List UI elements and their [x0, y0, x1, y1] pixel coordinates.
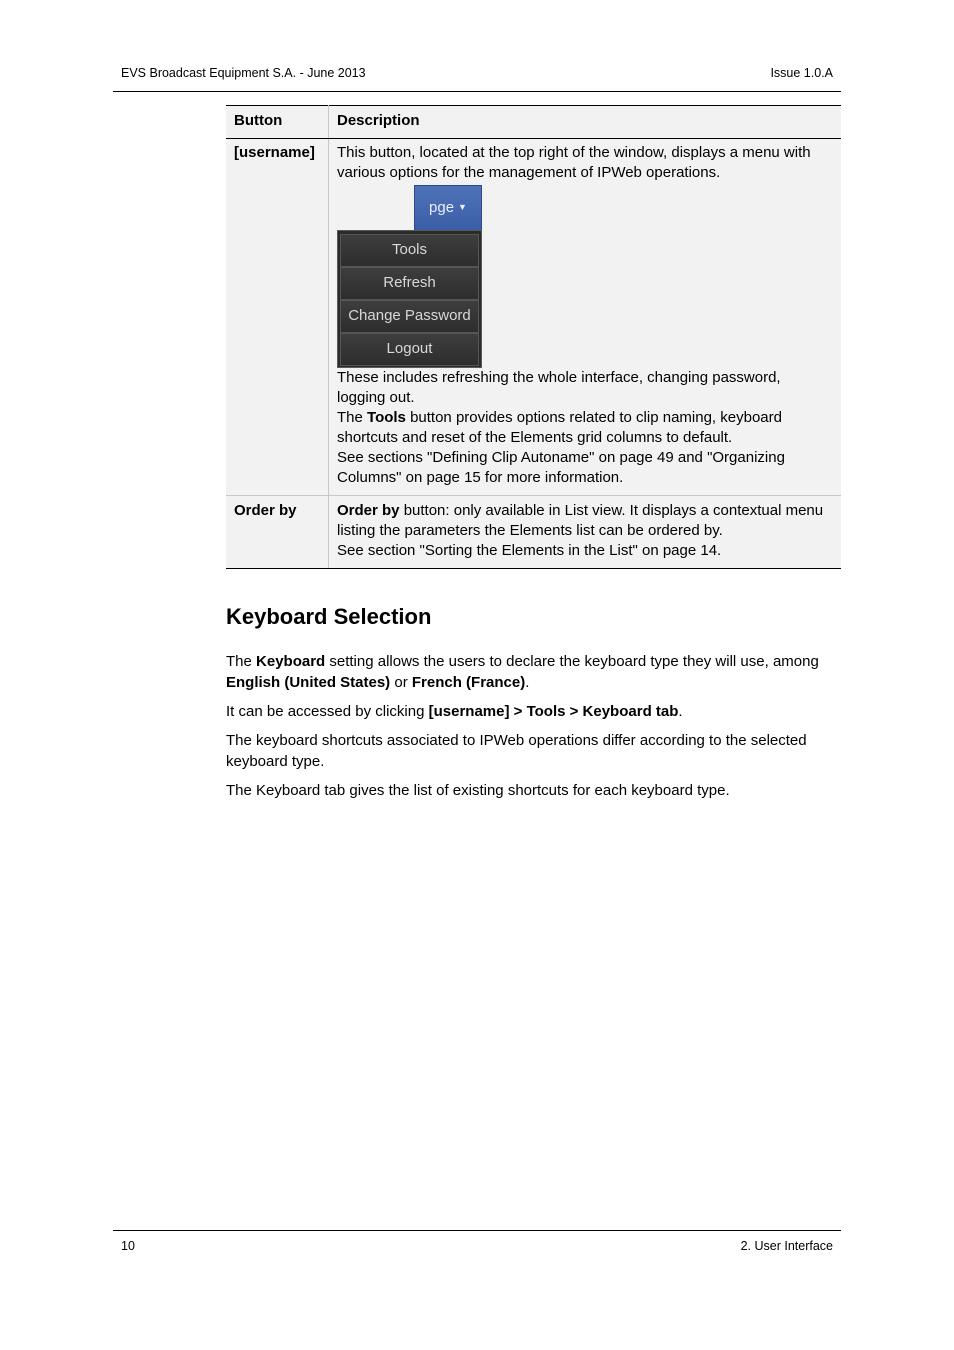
username-menu-screenshot	[337, 185, 482, 368]
row-description-username	[329, 139, 842, 496]
order-by-desc-p1: Order by button: only available in List view. It displays a contextual menu listing the parameters the Elements list can be ordered by.	[337, 502, 824, 539]
section-paragraph-4: The Keyboard tab gives the list of existing shortcuts for each keyboard type.	[226, 782, 730, 799]
username-menu-button[interactable]	[414, 185, 482, 231]
page-number: 10	[121, 1239, 135, 1253]
page-footer	[113, 1230, 841, 1253]
section-title: Keyboard Selection	[226, 604, 432, 629]
section-paragraph-2: It can be accessed by clicking [username] > Tools > Keyboard tab.	[226, 703, 683, 720]
section-body	[226, 651, 841, 809]
menu-item-refresh[interactable]: Refresh	[340, 267, 479, 300]
section-paragraph-1: The Keyboard setting allows the users to declare the keyboard type they will use, among English (United States) or French (France).	[226, 653, 819, 691]
footer-chapter: 2. User Interface	[740, 1239, 833, 1253]
col-header-button: Button	[226, 106, 329, 139]
username-desc-p1: These includes refreshing the whole interface, changing password, logging out.	[337, 369, 781, 406]
table-row	[226, 496, 841, 569]
chevron-down-icon: ▼	[458, 202, 467, 212]
row-name-order-by: Order by	[226, 496, 329, 569]
header-company-date: EVS Broadcast Equipment S.A. - June 2013	[121, 66, 366, 80]
username-dropdown-menu	[337, 230, 482, 368]
menu-item-change-password[interactable]: Change Password	[340, 300, 479, 333]
col-header-description: Description	[329, 106, 842, 139]
menu-item-tools[interactable]: Tools	[340, 234, 479, 267]
button-description-table	[226, 105, 841, 569]
username-desc-p3: See sections "Defining Clip Autoname" on page 49 and "Organizing Columns" on page 15 for more information.	[337, 449, 785, 486]
username-intro: This button, located at the top right of the window, displays a menu with various options for the management of IPWeb operations.	[337, 144, 811, 181]
row-name-username: [username]	[226, 139, 329, 496]
row-description-order-by	[329, 496, 842, 569]
menu-item-logout[interactable]: Logout	[340, 333, 479, 366]
username-desc-p2: The Tools button provides options related to clip naming, keyboard shortcuts and reset of the Elements grid columns to default.	[337, 409, 782, 446]
header-issue: Issue 1.0.A	[770, 66, 833, 80]
table-row	[226, 139, 841, 496]
order-by-desc-p2: See section "Sorting the Elements in the List" on page 14.	[337, 542, 722, 559]
username-menu-button-label: pge	[429, 199, 455, 216]
page-header	[113, 64, 841, 92]
section-paragraph-3: The keyboard shortcuts associated to IPWeb operations differ according to the selected keyboard type.	[226, 732, 807, 770]
